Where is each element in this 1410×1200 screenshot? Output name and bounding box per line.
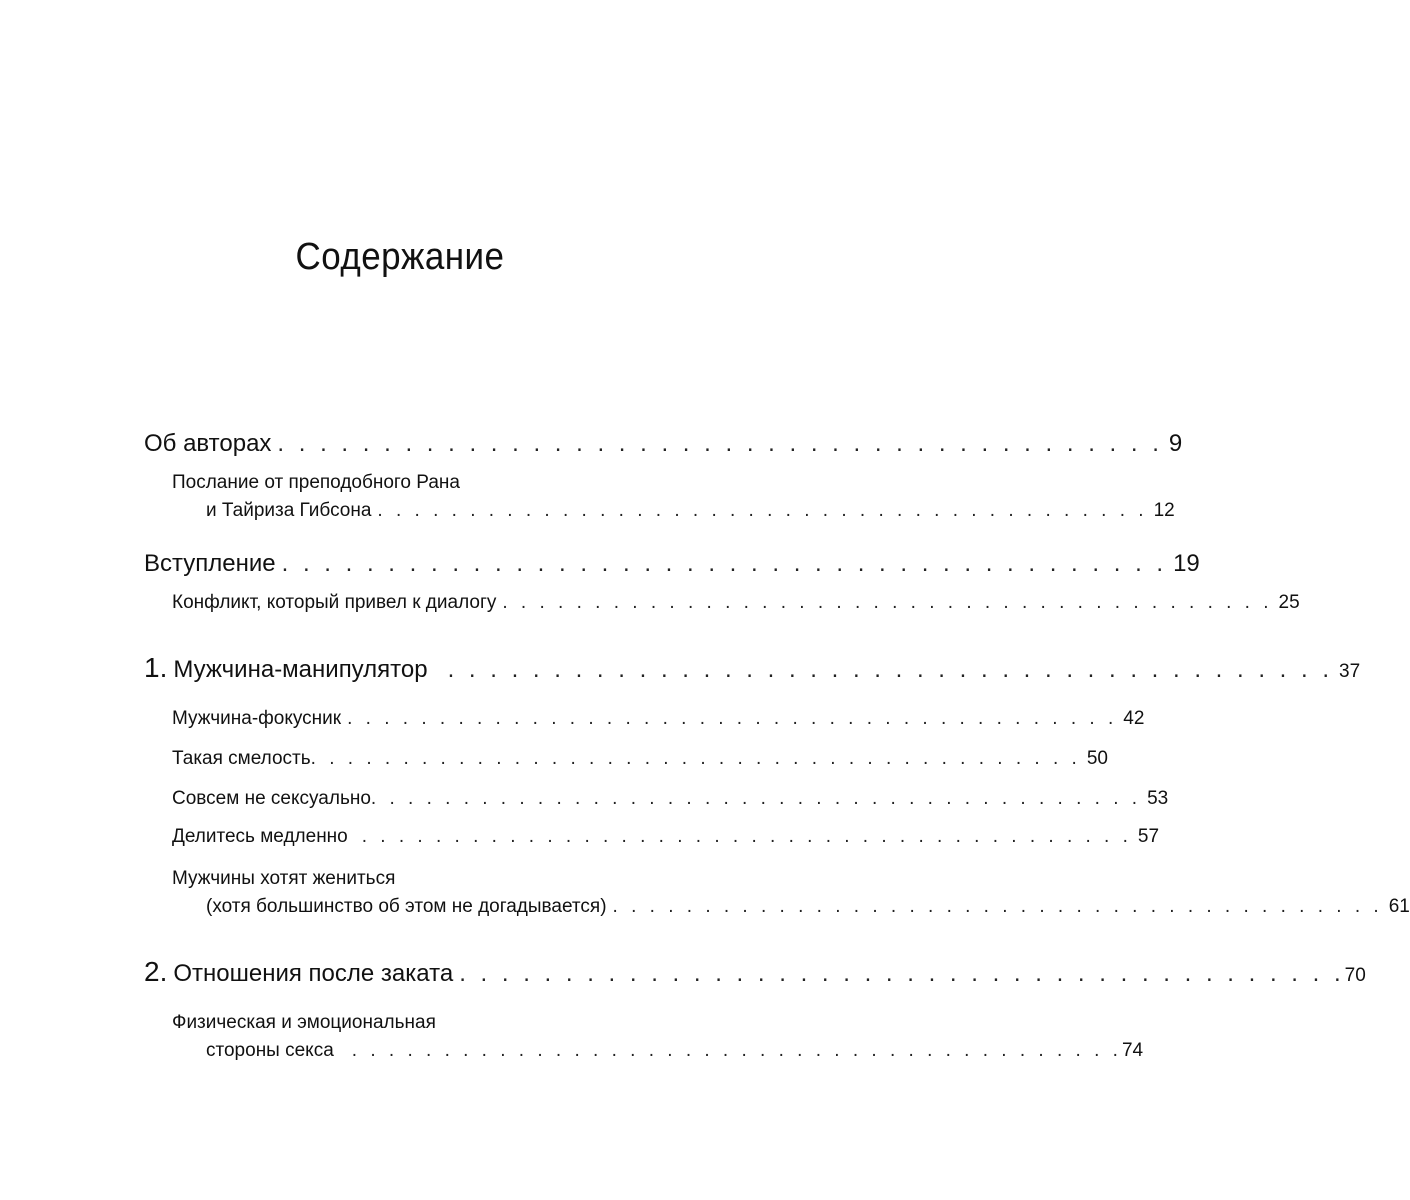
toc-entry-intro[interactable]	[144, 550, 1200, 578]
toc-entry-courage[interactable]	[172, 748, 1108, 770]
toc-entry-title-line2: и Тайриза Гибсона	[206, 500, 372, 521]
toc-entry-title-line2: стороны секса	[206, 1040, 334, 1061]
toc-page-number: 53	[1147, 788, 1169, 809]
toc-page-number: 9	[1168, 430, 1183, 457]
leader-dots: . . . . . . . . . . . . . . . . . . . . . . . . . . . . . . . . . . . . . . . . . .	[377, 500, 1148, 521]
toc-entry-share[interactable]	[172, 826, 1160, 848]
leader-dots: . . . . . . . . . . . . . . . . . . . . . . . . . . . . . . . . . . . . . . . . . .	[281, 550, 1168, 577]
leader-dots: . . . . . . . . . . . . . . . . . . . . . . . . . . . . . . . . . . . . . . . . . .	[347, 708, 1118, 729]
toc-entry-title: Вступление	[144, 550, 276, 577]
chapter-number: 2.	[144, 956, 168, 987]
toc-page-number: 19	[1173, 550, 1200, 577]
page-title: Содержание	[295, 236, 505, 278]
leader-dots: . . . . . . . . . . . . . . . . . . . . . . . . . . . . . . . . . . . . . . . . . .	[502, 592, 1273, 613]
toc-entry-title-line1: Послание от преподобного Рана	[172, 472, 460, 493]
toc-entry-about[interactable]	[144, 430, 1183, 458]
toc-entry-title: Такая смелость	[172, 748, 311, 769]
toc-entry-title-line1: Физическая и эмоциональная	[172, 1012, 436, 1033]
toc-entry-title-line2: (хотя большинство об этом не догадывается)	[206, 896, 607, 917]
toc-page-number: 61	[1388, 896, 1410, 917]
toc-entry-title: Об авторах	[144, 430, 272, 457]
toc-entry-title: Мужчина-манипулятор	[173, 656, 428, 683]
toc-entry-conflict[interactable]	[172, 592, 1300, 614]
toc-entry-notsexy[interactable]	[172, 788, 1169, 810]
toc-page-number: 74	[1121, 1040, 1144, 1061]
toc-entry-title: Делитесь медленно	[172, 826, 348, 847]
leader-dots: . . . . . . . . . . . . . . . . . . . . . . . . . . . . . . . . . . . . . . . . . .	[612, 896, 1383, 917]
leader-dots: . . . . . . . . . . . . . . . . . . . . . . . . . . . . . . . . . . . . . . . . . .	[310, 748, 1081, 769]
leader-dots: . . . . . . . . . . . . . . . . . . . . . . . . . . . . . . . . . . . . . . . . . .	[361, 826, 1132, 847]
toc-page-number: 57	[1137, 826, 1160, 847]
toc-page-number: 25	[1278, 592, 1300, 613]
toc-entry-title: Мужчина-фокусник	[172, 708, 342, 729]
toc-entry-message[interactable]	[206, 500, 1175, 522]
toc-entry-title: Конфликт, который привел к диалогу	[172, 592, 497, 613]
leader-dots: . . . . . . . . . . . . . . . . . . . . . . . . . . . . . . . . . . . . . . . . . .	[370, 788, 1142, 809]
toc-page-number: 12	[1153, 500, 1175, 521]
leader-dots: . . . . . . . . . . . . . . . . . . . . . . . . . . . . . . . . . . . . . . . . . .	[351, 1040, 1122, 1061]
toc-chapter-2[interactable]	[144, 956, 1366, 988]
toc-page-number: 37	[1339, 661, 1361, 682]
toc-entry-physical[interactable]	[206, 1040, 1144, 1062]
toc-entry-magician[interactable]	[172, 708, 1145, 730]
chapter-number: 1.	[144, 652, 168, 683]
toc-page-number: 50	[1086, 748, 1108, 769]
toc-chapter-1[interactable]	[144, 652, 1361, 684]
toc-entry-title-line1: Мужчины хотят жениться	[172, 868, 396, 889]
toc-entry-title: Отношения после заката	[173, 960, 454, 987]
toc-page-number: 70	[1344, 965, 1366, 986]
toc-entry-title: Совсем не сексуально	[172, 788, 371, 809]
leader-dots: . . . . . . . . . . . . . . . . . . . . . . . . . . . . . . . . . . . . . . . . . .	[447, 656, 1334, 683]
leader-dots: . . . . . . . . . . . . . . . . . . . . . . . . . . . . . . . . . . . . . . . . . .	[459, 960, 1345, 987]
toc-page-number: 42	[1123, 708, 1145, 729]
leader-dots: . . . . . . . . . . . . . . . . . . . . . . . . . . . . . . . . . . . . . . . . . .	[277, 430, 1163, 457]
toc-entry-marry[interactable]	[206, 896, 1410, 918]
